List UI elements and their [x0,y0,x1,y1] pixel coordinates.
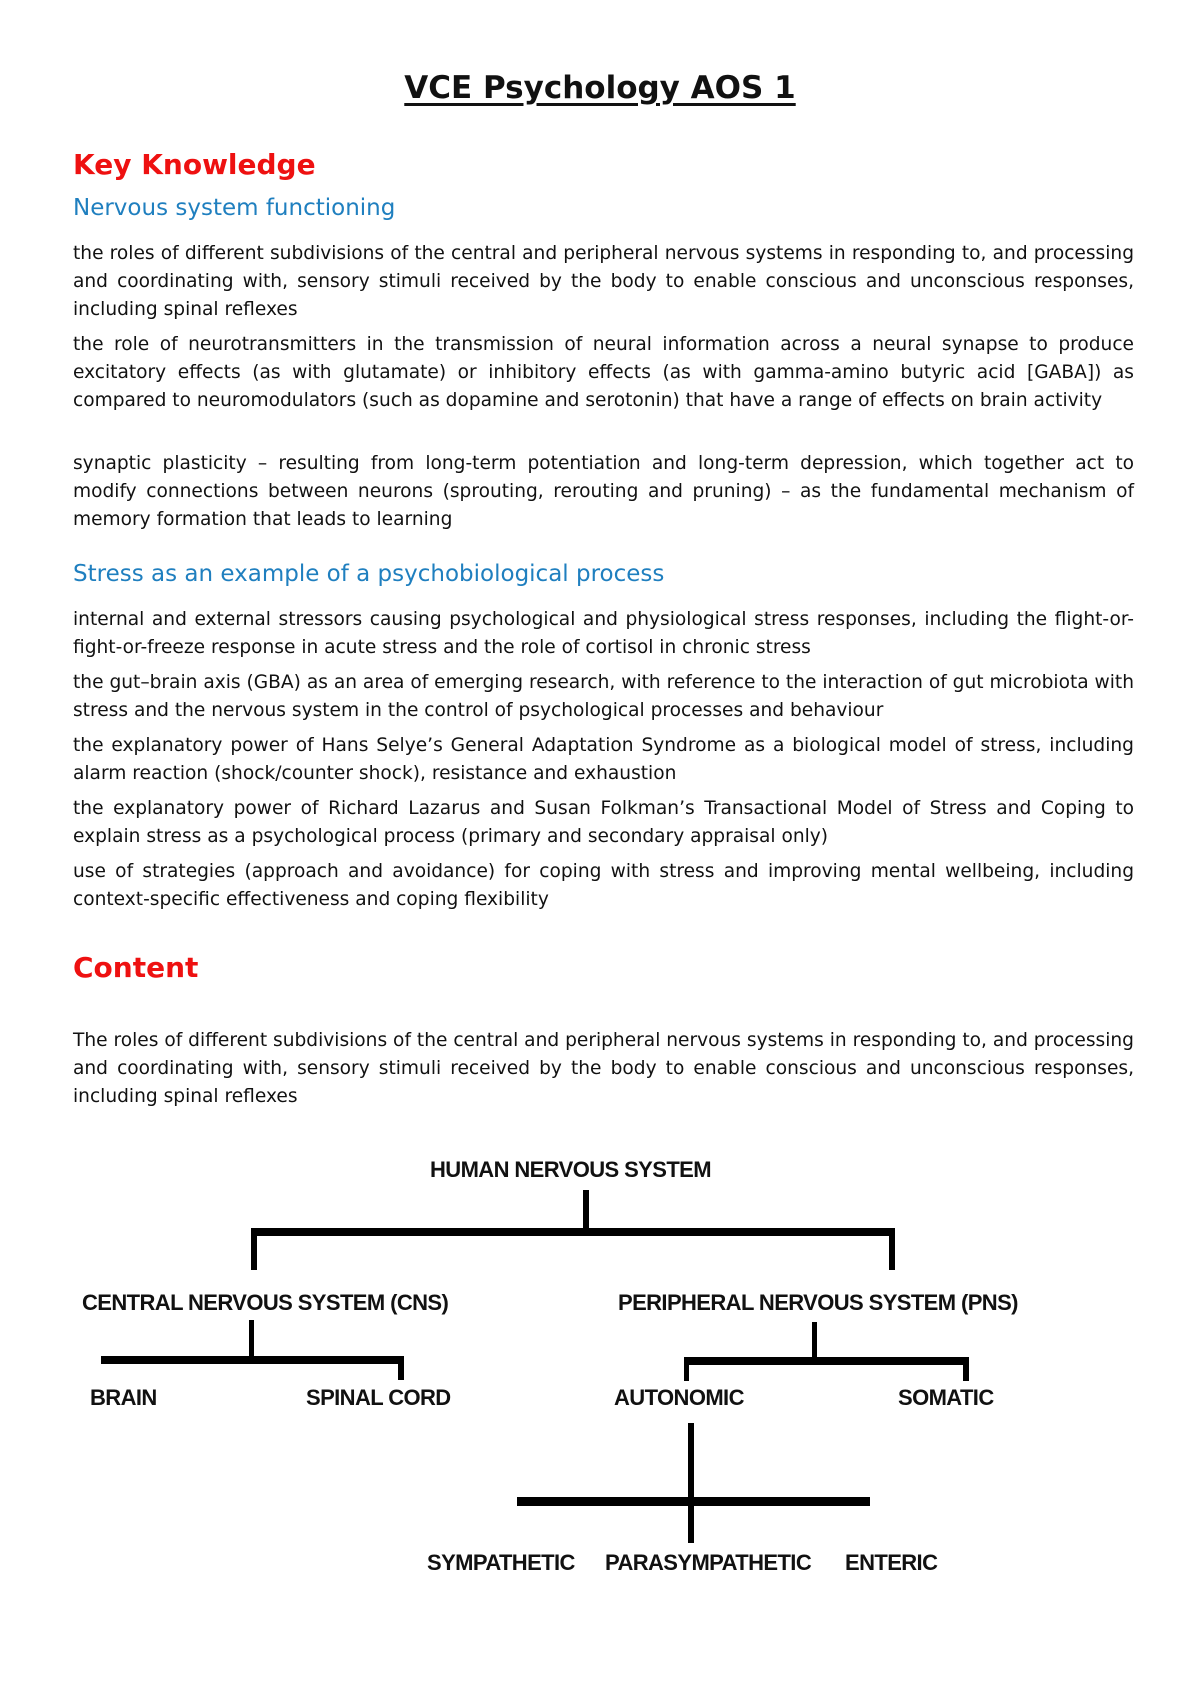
diagram-node-autonomic: AUTONOMIC [614,1385,744,1410]
diagram-node-cns: CENTRAL NERVOUS SYSTEM (CNS) [82,1290,449,1315]
diagram-node-brain: BRAIN [90,1385,157,1410]
diagram-node-sympathetic: SYMPATHETIC [427,1550,575,1575]
connector-line [684,1357,969,1365]
key-knowledge-item: the roles of different subdivisions of the central and peripheral nervous systems in responding to, and processing and coordinating with, sensory stimuli received by the body to enable conscious and unconscious responses, including spinal reflexes [73,243,1134,320]
connector-line [101,1356,404,1364]
connector-line [251,1228,895,1236]
diagram-node-spinal-cord: SPINAL CORD [306,1385,451,1410]
connector-line [963,1357,969,1381]
section-heading-nervous-system: Nervous system functioning [73,195,396,221]
connector-line [684,1357,689,1381]
key-knowledge-item: the explanatory power of Richard Lazarus and Susan Folkman’s Transactional Model of Stress and Coping to explain stress as a psychological process (primary and secondary appraisal only) [73,798,1134,847]
key-knowledge-item: use of strategies (approach and avoidance) for coping with stress and improving mental wellbeing, including context-specific effectiveness and coping flexibility [73,861,1134,910]
key-knowledge-item: the gut–brain axis (GBA) as an area of emerging research, with reference to the interaction of gut microbiota with stress and the nervous system in the control of psychological processes and behaviour [73,672,1134,721]
key-knowledge-item: internal and external stressors causing psychological and physiological stress responses, including the flight-or-fight-or-freeze response in acute stress and the role of cortisol in chronic stress [73,609,1134,658]
connector-line [812,1322,817,1360]
connector-line [889,1228,895,1270]
content-heading: Content [73,951,199,984]
page-title: VCE Psychology AOS 1 [404,70,796,106]
connector-line [249,1320,254,1360]
key-knowledge-item: synaptic plasticity – resulting from long-term potentiation and long-term depression, which together act to modify connections between neurons (sprouting, rerouting and pruning) – as the fundamental mechanism of memory formation that leads to learning [73,453,1134,530]
content-intro: The roles of different subdivisions of the central and peripheral nervous systems in responding to, and processing and coordinating with, sensory stimuli received by the body to enable conscious and unconscious responses, including spinal reflexes [73,1030,1134,1107]
key-knowledge-item: the explanatory power of Hans Selye’s General Adaptation Syndrome as a biological model of stress, including alarm reaction (shock/counter shock), resistance and exhaustion [73,735,1134,784]
connector-line [251,1228,257,1270]
key-knowledge-item: the role of neurotransmitters in the transmission of neural information across a neural synapse to produce excitatory effects (as with glutamate) or inhibitory effects (as with gamma-amino butyric acid [GABA]) as compared to neuromodulators (such as dopamine and serotonin) that have a range of effects on brain activity [73,334,1134,411]
section-heading-stress: Stress as an example of a psychobiological process [73,561,665,587]
connector-line [688,1423,694,1543]
connector-line [517,1497,870,1506]
connector-line [398,1356,404,1380]
diagram-node-root: HUMAN NERVOUS SYSTEM [430,1157,711,1182]
key-knowledge-heading: Key Knowledge [73,148,316,181]
diagram-node-pns: PERIPHERAL NERVOUS SYSTEM (PNS) [618,1290,1018,1315]
diagram-node-somatic: SOMATIC [898,1385,994,1410]
diagram-node-enteric: ENTERIC [845,1550,938,1575]
diagram-node-parasympathetic: PARASYMPATHETIC [605,1550,812,1575]
